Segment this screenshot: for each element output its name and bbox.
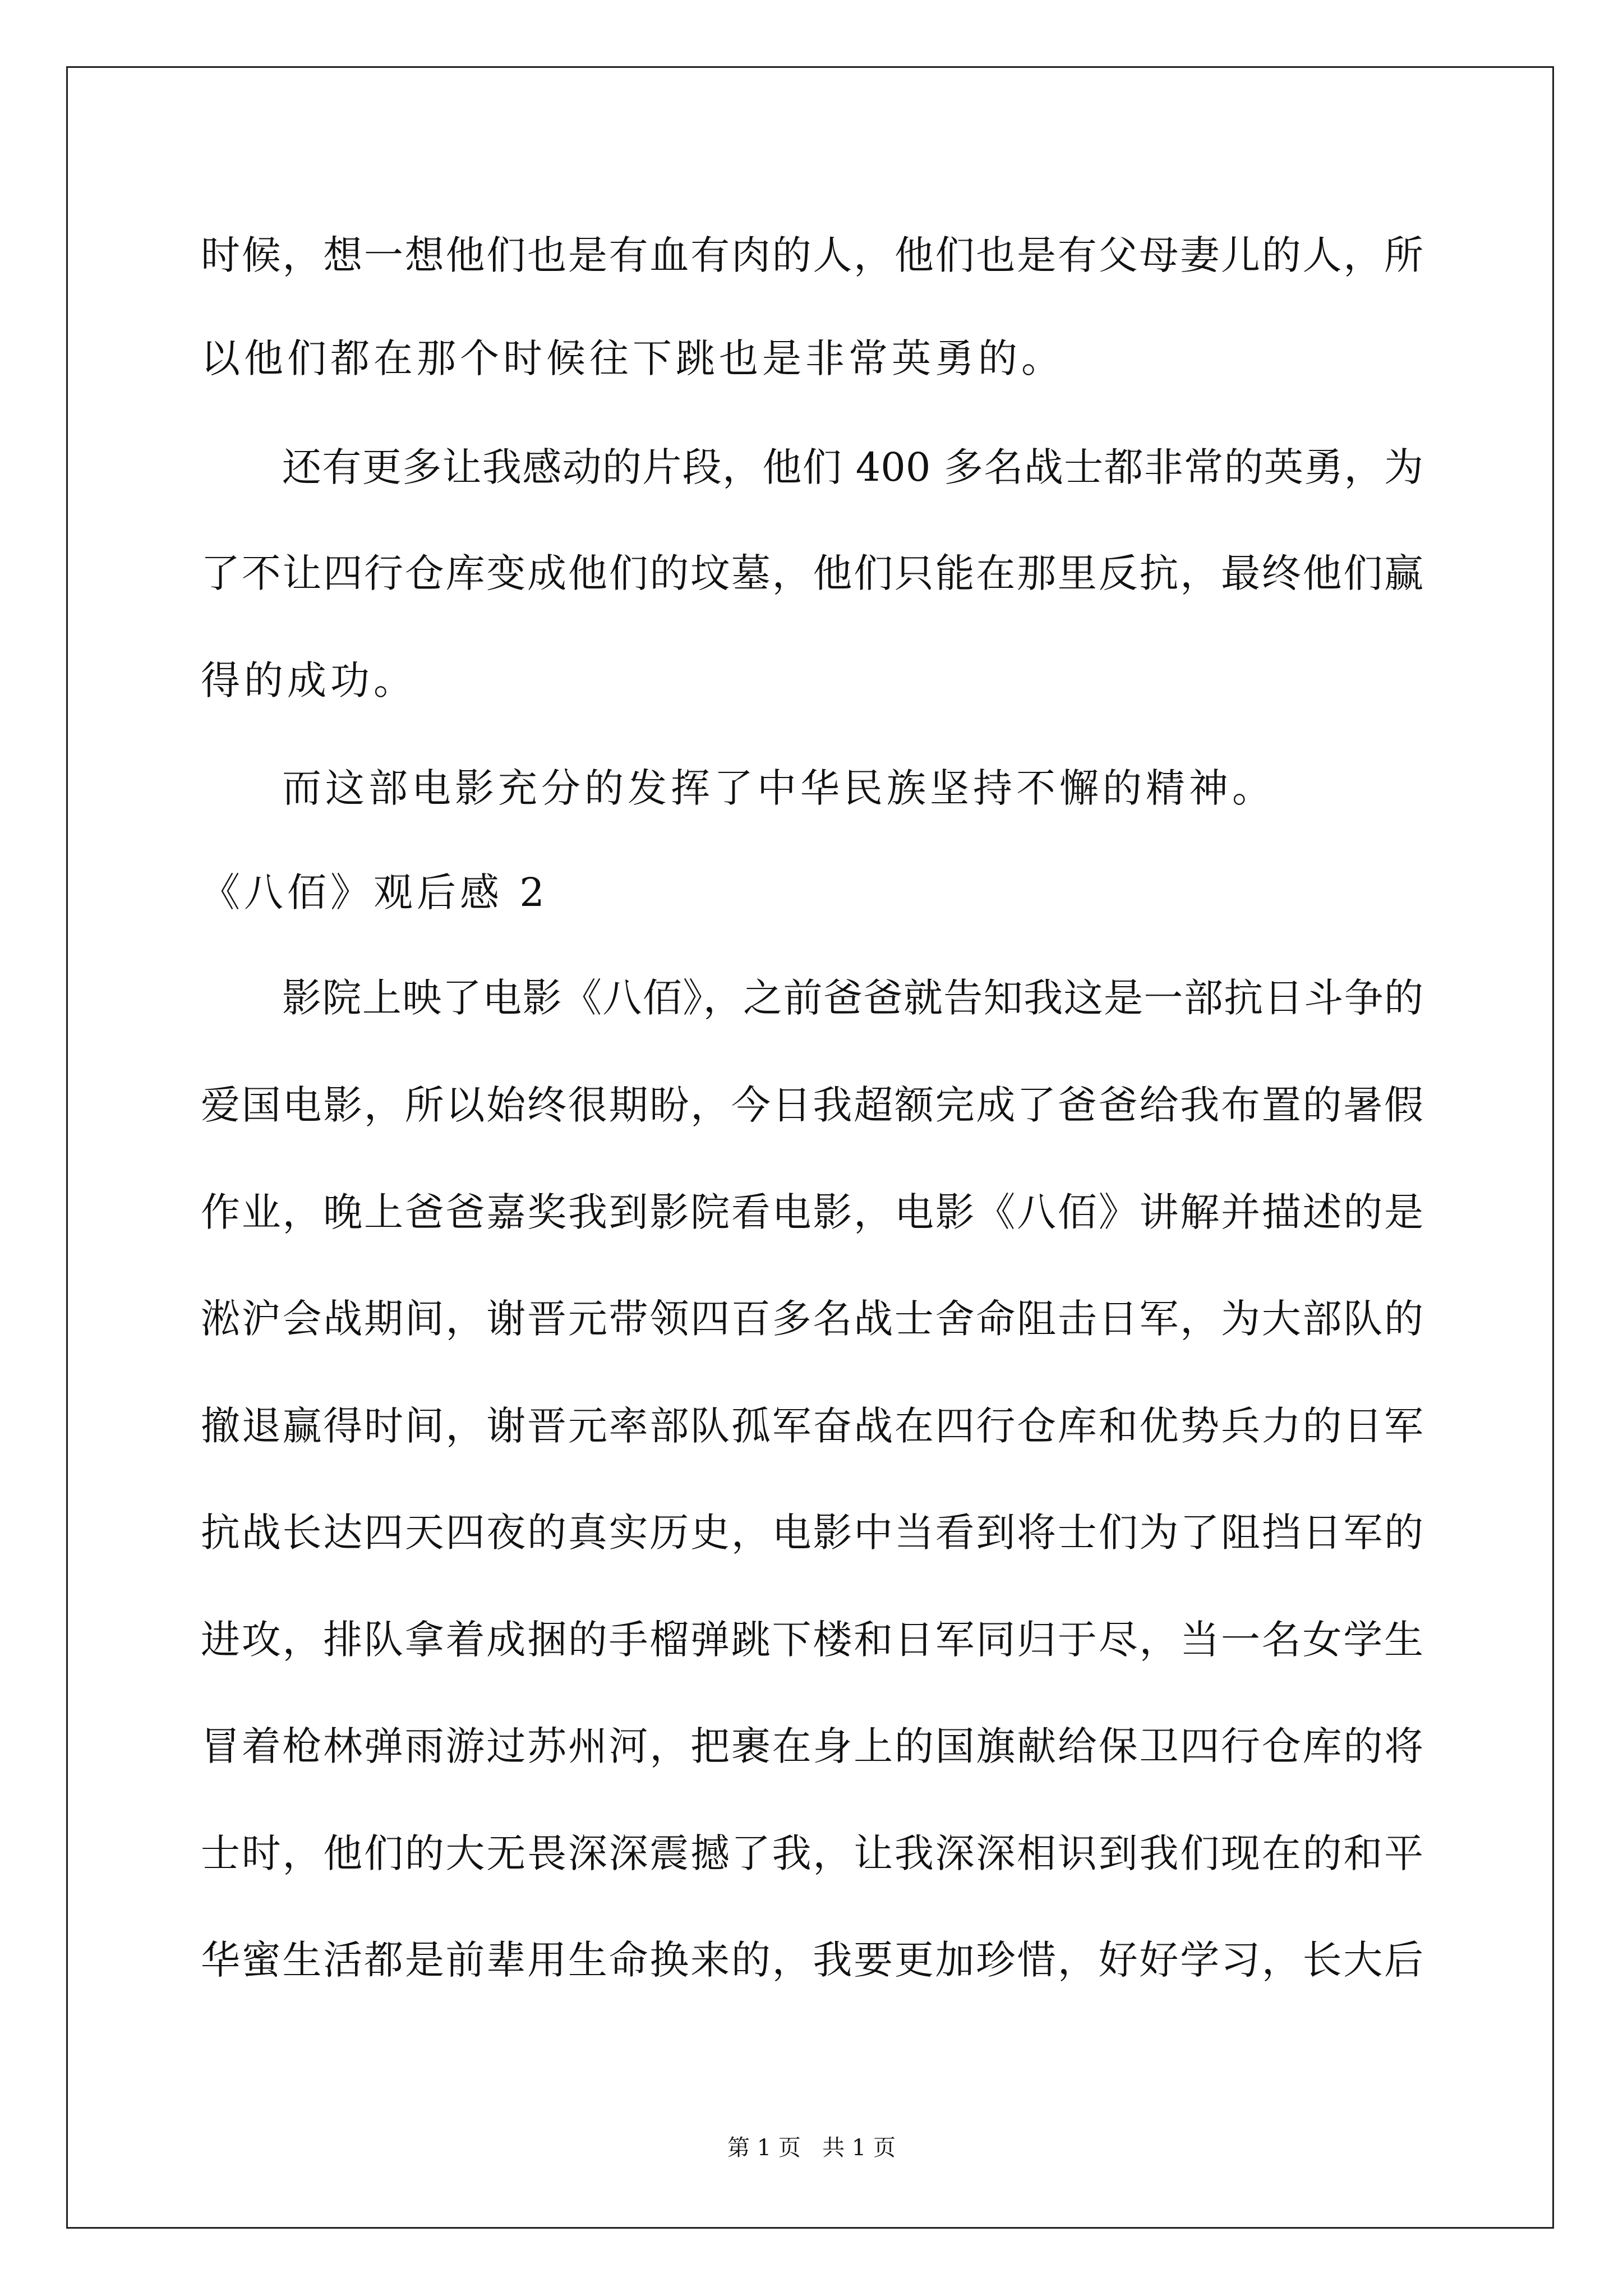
text-line: 抗战长达四天四夜的真实历史，电影中当看到将士们为了阻挡日军的 <box>201 1510 1423 1556</box>
text-line: 了不让四行仓库变成他们的坟墓，他们只能在那里反抗，最终他们赢 <box>201 550 1423 596</box>
text-line: 士时，他们的大无畏深深震撼了我，让我深深相识到我们现在的和平 <box>201 1830 1423 1876</box>
paragraph-first-line: 而这部电影充分的发挥了中华民族坚持不懈的精神。 <box>282 765 1275 811</box>
text-line: 爱国电影，所以始终很期盼，今日我超额完成了爸爸给我布置的暑假 <box>201 1082 1423 1128</box>
text-line: 得的成功。 <box>201 657 417 703</box>
text-line: 进攻，排队拿着成捆的手榴弹跳下楼和日军同归于尽，当一名女学生 <box>201 1617 1423 1663</box>
text-line: 冒着枪林弹雨游过苏州河，把裹在身上的国旗献给保卫四行仓库的将 <box>201 1723 1423 1769</box>
page-number-footer: 第 1 页 共 1 页 <box>727 2135 896 2161</box>
paragraph-first-line: 影院上映了电影《八佰》，之前爸爸就告知我这是一部抗日斗争的 <box>282 975 1423 1021</box>
section-heading: 《八佰》观后感 2 <box>201 869 548 915</box>
text-line: 以他们都在那个时候往下跳也是非常英勇的。 <box>201 335 1064 381</box>
page-border <box>66 66 1554 2229</box>
text-line: 时候，想一想他们也是有血有肉的人，他们也是有父母妻儿的人，所 <box>201 232 1423 278</box>
paragraph-first-line: 还有更多让我感动的片段，他们 400 多名战士都非常的英勇，为 <box>282 444 1423 490</box>
text-line: 撤退赢得时间，谢晋元率部队孤军奋战在四行仓库和优势兵力的日军 <box>201 1403 1423 1449</box>
text-line: 华蜜生活都是前辈用生命换来的，我要更加珍惜，好好学习，长大后 <box>201 1937 1423 1983</box>
text-line: 淞沪会战期间，谢晋元带领四百多名战士舍命阻击日军，为大部队的 <box>201 1296 1423 1342</box>
text-line: 作业，晚上爸爸嘉奖我到影院看电影，电影《八佰》讲解并描述的是 <box>201 1189 1423 1235</box>
